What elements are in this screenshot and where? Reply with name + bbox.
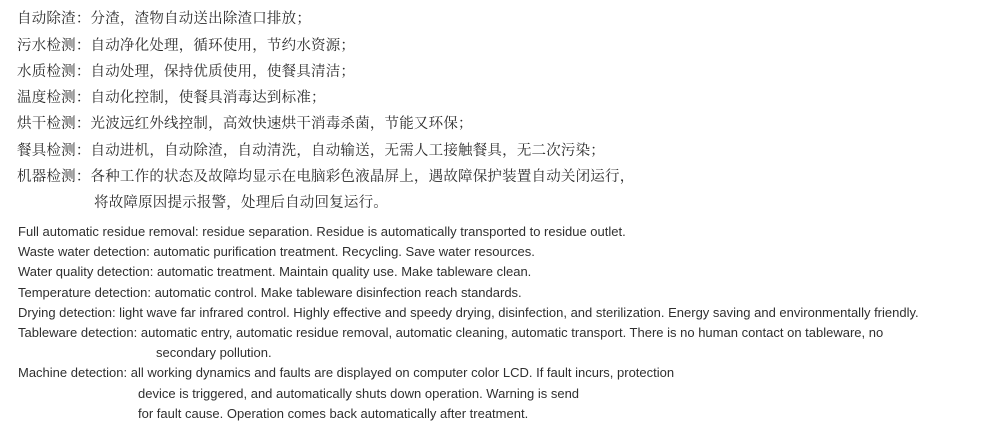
zh-line-waste-water	[17, 36, 355, 56]
zh-line-machine	[17, 167, 634, 187]
zh-line-water-quality	[17, 62, 355, 82]
en-value: light wave far infrared control. Highly effective and speedy drying, disinfection, and sterilization. Energy saving and environmentally friendly.	[115, 305, 919, 320]
zh-separator: ：	[75, 143, 91, 159]
en-line-temperature	[18, 284, 522, 302]
en-line-machine	[18, 364, 674, 382]
zh-separator: ：	[75, 116, 91, 132]
en-value: automatic purification treatment. Recycling. Save water resources.	[149, 244, 535, 259]
en-line-waste-water	[18, 243, 535, 261]
zh-line-tableware	[17, 141, 605, 161]
zh-label: 污水检测	[17, 38, 76, 54]
zh-value: 光波远红外线控制，高效快速烘干消毒杀菌，节能又环保；	[90, 116, 473, 132]
zh-value: 各种工作的状态及故障均显示在电脑彩色液晶屏上，遇故障保护装置自动关闭运行，	[90, 169, 635, 185]
en-value: all working dynamics and faults are displayed on computer color LCD. If fault incurs, protection	[127, 365, 675, 380]
zh-value: 自动进机，自动除渣，自动清洗，自动输送，无需人工接触餐具，无二次污染；	[90, 143, 606, 159]
zh-line-residue	[17, 9, 311, 29]
zh-separator: ：	[75, 64, 91, 80]
zh-line-drying	[17, 114, 473, 134]
en-line-water-quality	[18, 263, 531, 281]
zh-separator: ：	[75, 11, 91, 27]
en-value: automatic treatment. Maintain quality use. Make tableware clean.	[153, 264, 532, 279]
zh-label: 自动除渣	[17, 11, 76, 27]
en-label: Machine detection:	[18, 365, 128, 380]
zh-label: 机器检测	[17, 169, 76, 185]
zh-label: 水质检测	[17, 64, 76, 80]
zh-separator: ：	[75, 169, 91, 185]
zh-value: 自动化控制，使餐具消毒达到标准；	[90, 90, 326, 106]
en-label: Temperature detection:	[18, 285, 151, 300]
en-line-tableware	[18, 324, 883, 342]
en-label: Tableware detection:	[18, 325, 138, 340]
en-label: Drying detection:	[18, 305, 116, 320]
zh-line-machine-continuation: 将故障原因提示报警，处理后自动回复运行。	[94, 195, 388, 211]
zh-separator: ：	[75, 90, 91, 106]
en-label: Waste water detection:	[18, 244, 150, 259]
zh-value: 分渣，渣物自动送出除渣口排放；	[90, 11, 312, 27]
en-line-machine-continuation-1: device is triggered, and automatically shuts down operation. Warning is send	[138, 386, 580, 401]
en-label: Full automatic residue removal:	[18, 224, 199, 239]
en-label: Water quality detection:	[18, 264, 154, 279]
zh-value: 自动净化处理，循环使用，节约水资源；	[90, 38, 356, 54]
en-value: automatic entry, automatic residue removal, automatic cleaning, automatic transport. There is no human contact on tableware, no	[137, 325, 884, 340]
en-line-machine-continuation-2: for fault cause. Operation comes back automatically after treatment.	[138, 406, 529, 421]
zh-value: 自动处理，保持优质使用，使餐具清洁；	[90, 64, 356, 80]
en-line-residue	[18, 223, 626, 241]
zh-label: 烘干检测	[17, 116, 76, 132]
en-value: residue separation. Residue is automatically transported to residue outlet.	[198, 224, 626, 239]
zh-label: 温度检测	[17, 90, 76, 106]
en-line-tableware-continuation: secondary pollution.	[156, 345, 272, 360]
zh-line-temperature	[17, 88, 326, 108]
en-line-drying	[18, 304, 919, 322]
zh-separator: ：	[75, 38, 91, 54]
en-value: automatic control. Make tableware disinfection reach standards.	[150, 285, 522, 300]
zh-label: 餐具检测	[17, 143, 76, 159]
